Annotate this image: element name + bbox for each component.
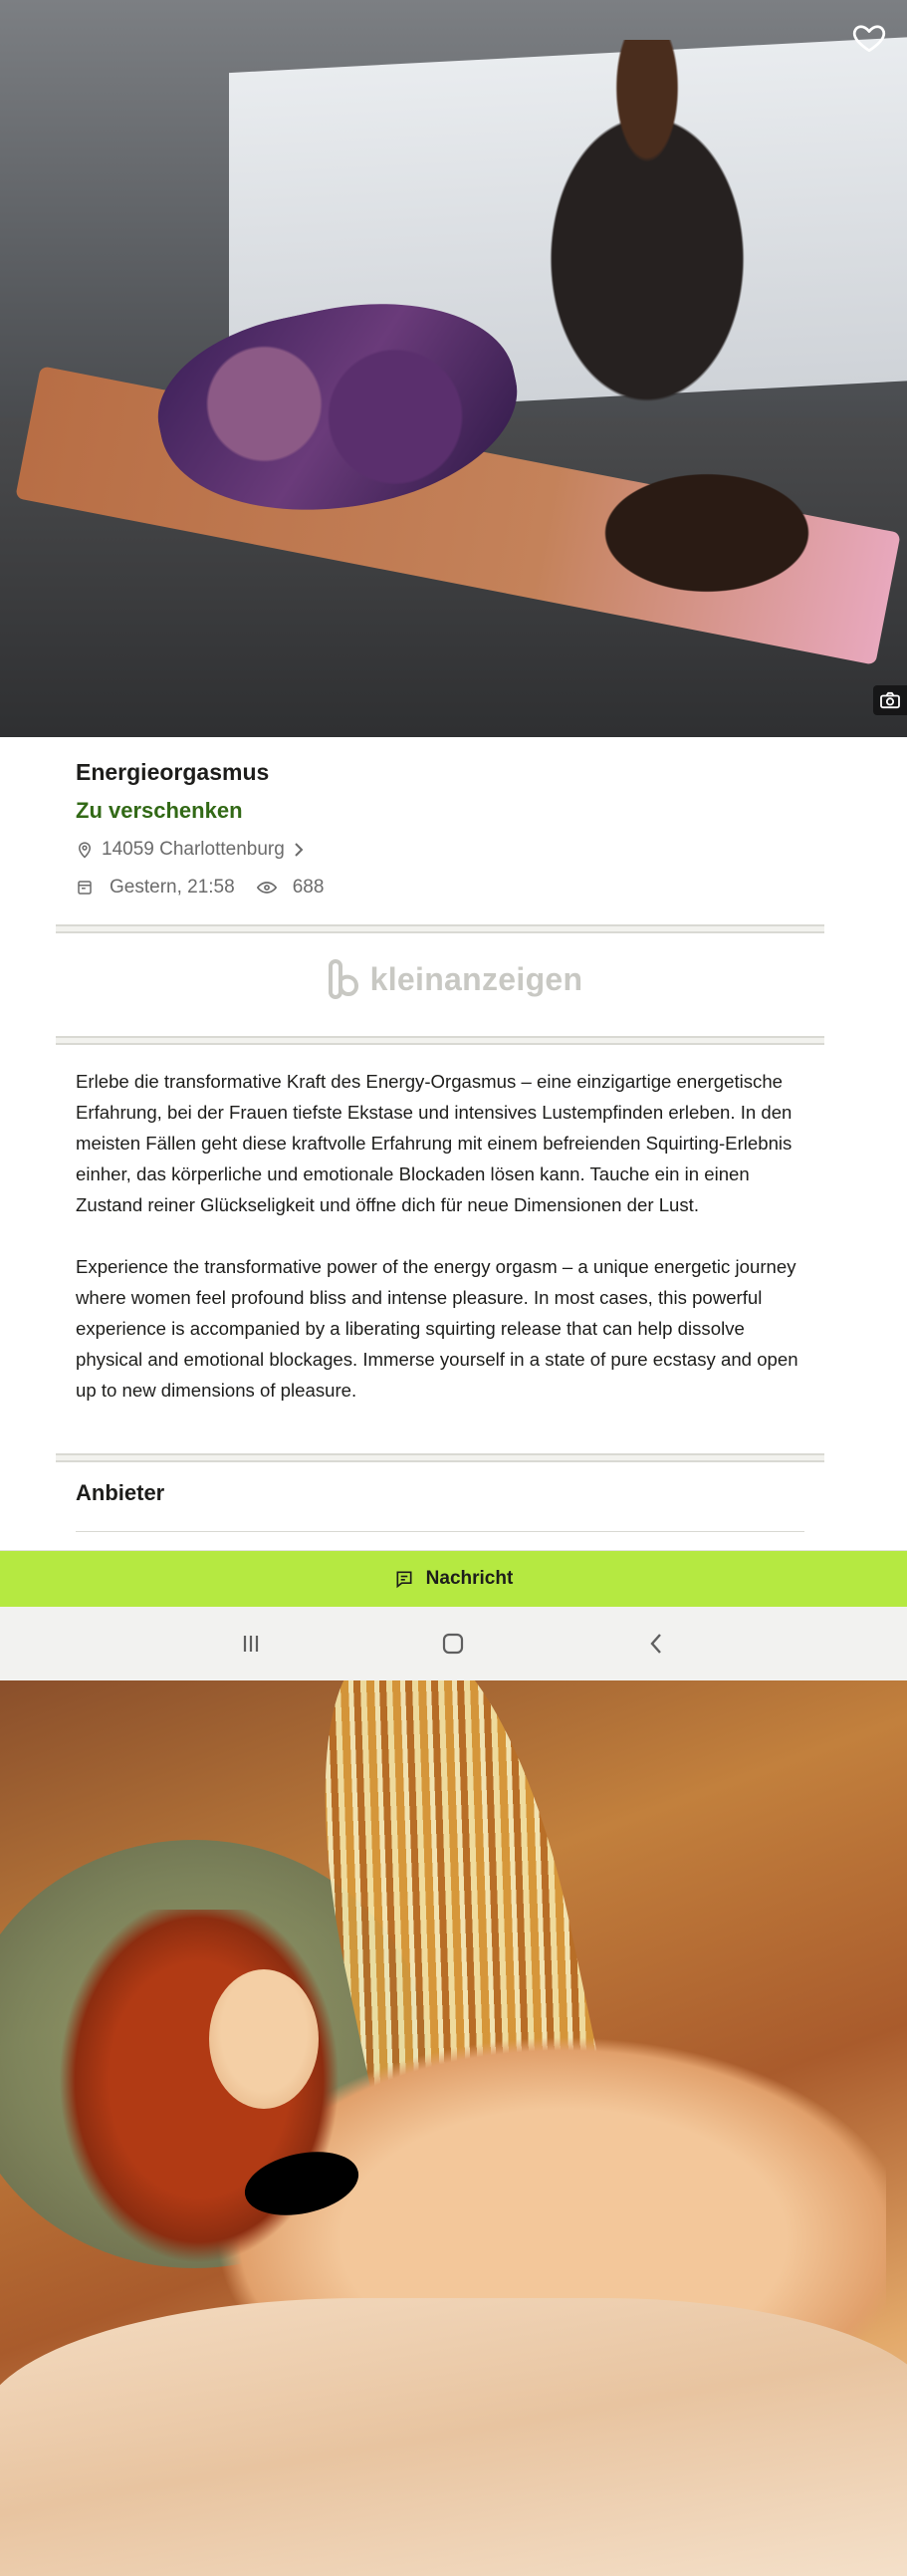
home-icon[interactable] xyxy=(433,1624,473,1664)
brand-logo xyxy=(0,958,907,1000)
seller-divider xyxy=(76,1531,804,1532)
listing-date: Gestern, 21:58 xyxy=(110,877,235,898)
listing-price: Zu verschenken xyxy=(76,798,243,823)
system-navigation-bar xyxy=(0,1607,907,1680)
message-button[interactable] xyxy=(0,1550,907,1607)
heart-icon[interactable] xyxy=(851,20,887,56)
chat-icon xyxy=(394,1569,414,1589)
message-button-label: Nachricht xyxy=(425,1568,514,1589)
back-icon[interactable] xyxy=(636,1624,676,1664)
painting-face xyxy=(209,1969,319,2109)
section-divider xyxy=(56,1453,824,1462)
listing-description xyxy=(76,1066,812,1406)
listing-photo-secondary[interactable] xyxy=(0,1680,907,2576)
listing-details xyxy=(76,752,832,904)
painting-hair xyxy=(40,1910,358,2288)
views-counter xyxy=(257,877,325,899)
listing-location[interactable]: 14059 Charlottenburg xyxy=(102,839,285,860)
date-views-row xyxy=(76,871,832,904)
listing-title: Energieorgasmus xyxy=(76,759,270,785)
listing-photo[interactable] xyxy=(0,0,907,737)
kleinanzeigen-logo-icon xyxy=(325,958,362,1000)
chevron-right-icon xyxy=(293,842,305,858)
location-row[interactable] xyxy=(76,833,832,867)
seller-heading: Anbieter xyxy=(76,1480,165,1505)
description-german: Erlebe die transformative Kraft des Energy-Orgasmus – eine einzigartige energetische Erfahrung, bei der Frauen tiefste Ekstase und intensives Lustempfinden erleben. In den meisten Fällen geht diese kraftvolle Erfahrung mit einem befreienden Squirting-Erlebnis einher, das körperliche und emotionale Blockaden lösen kann. Tauche ein in einen Zustand reiner Glückseligkeit und öffne dich für neue Dimensionen der Lust. xyxy=(76,1071,793,1215)
photo-person xyxy=(498,40,796,438)
description-english: Experience the transformative power of the energy orgasm – a unique energetic journey where women feel profound bliss and intense pleasure. In most cases, this powerful experience is accompanied by a liberating squirting release that can help dissolve physical and emotional blockages. Immerse yourself in a state of pure ecstasy and open up to new dimensions of pleasure. xyxy=(76,1256,798,1401)
section-divider xyxy=(56,1036,824,1045)
photo-hair xyxy=(577,458,836,608)
eye-icon xyxy=(257,880,277,896)
location-pin-icon xyxy=(76,840,94,860)
painting-drapery xyxy=(0,2298,907,2576)
brand-wordmark: kleinanzeigen xyxy=(369,960,583,997)
section-divider xyxy=(56,924,824,933)
recent-apps-icon[interactable] xyxy=(231,1624,271,1664)
censor-bar xyxy=(242,2148,361,2219)
calendar-icon xyxy=(76,879,94,897)
listing-views: 688 xyxy=(292,877,325,898)
camera-icon[interactable] xyxy=(873,685,907,715)
